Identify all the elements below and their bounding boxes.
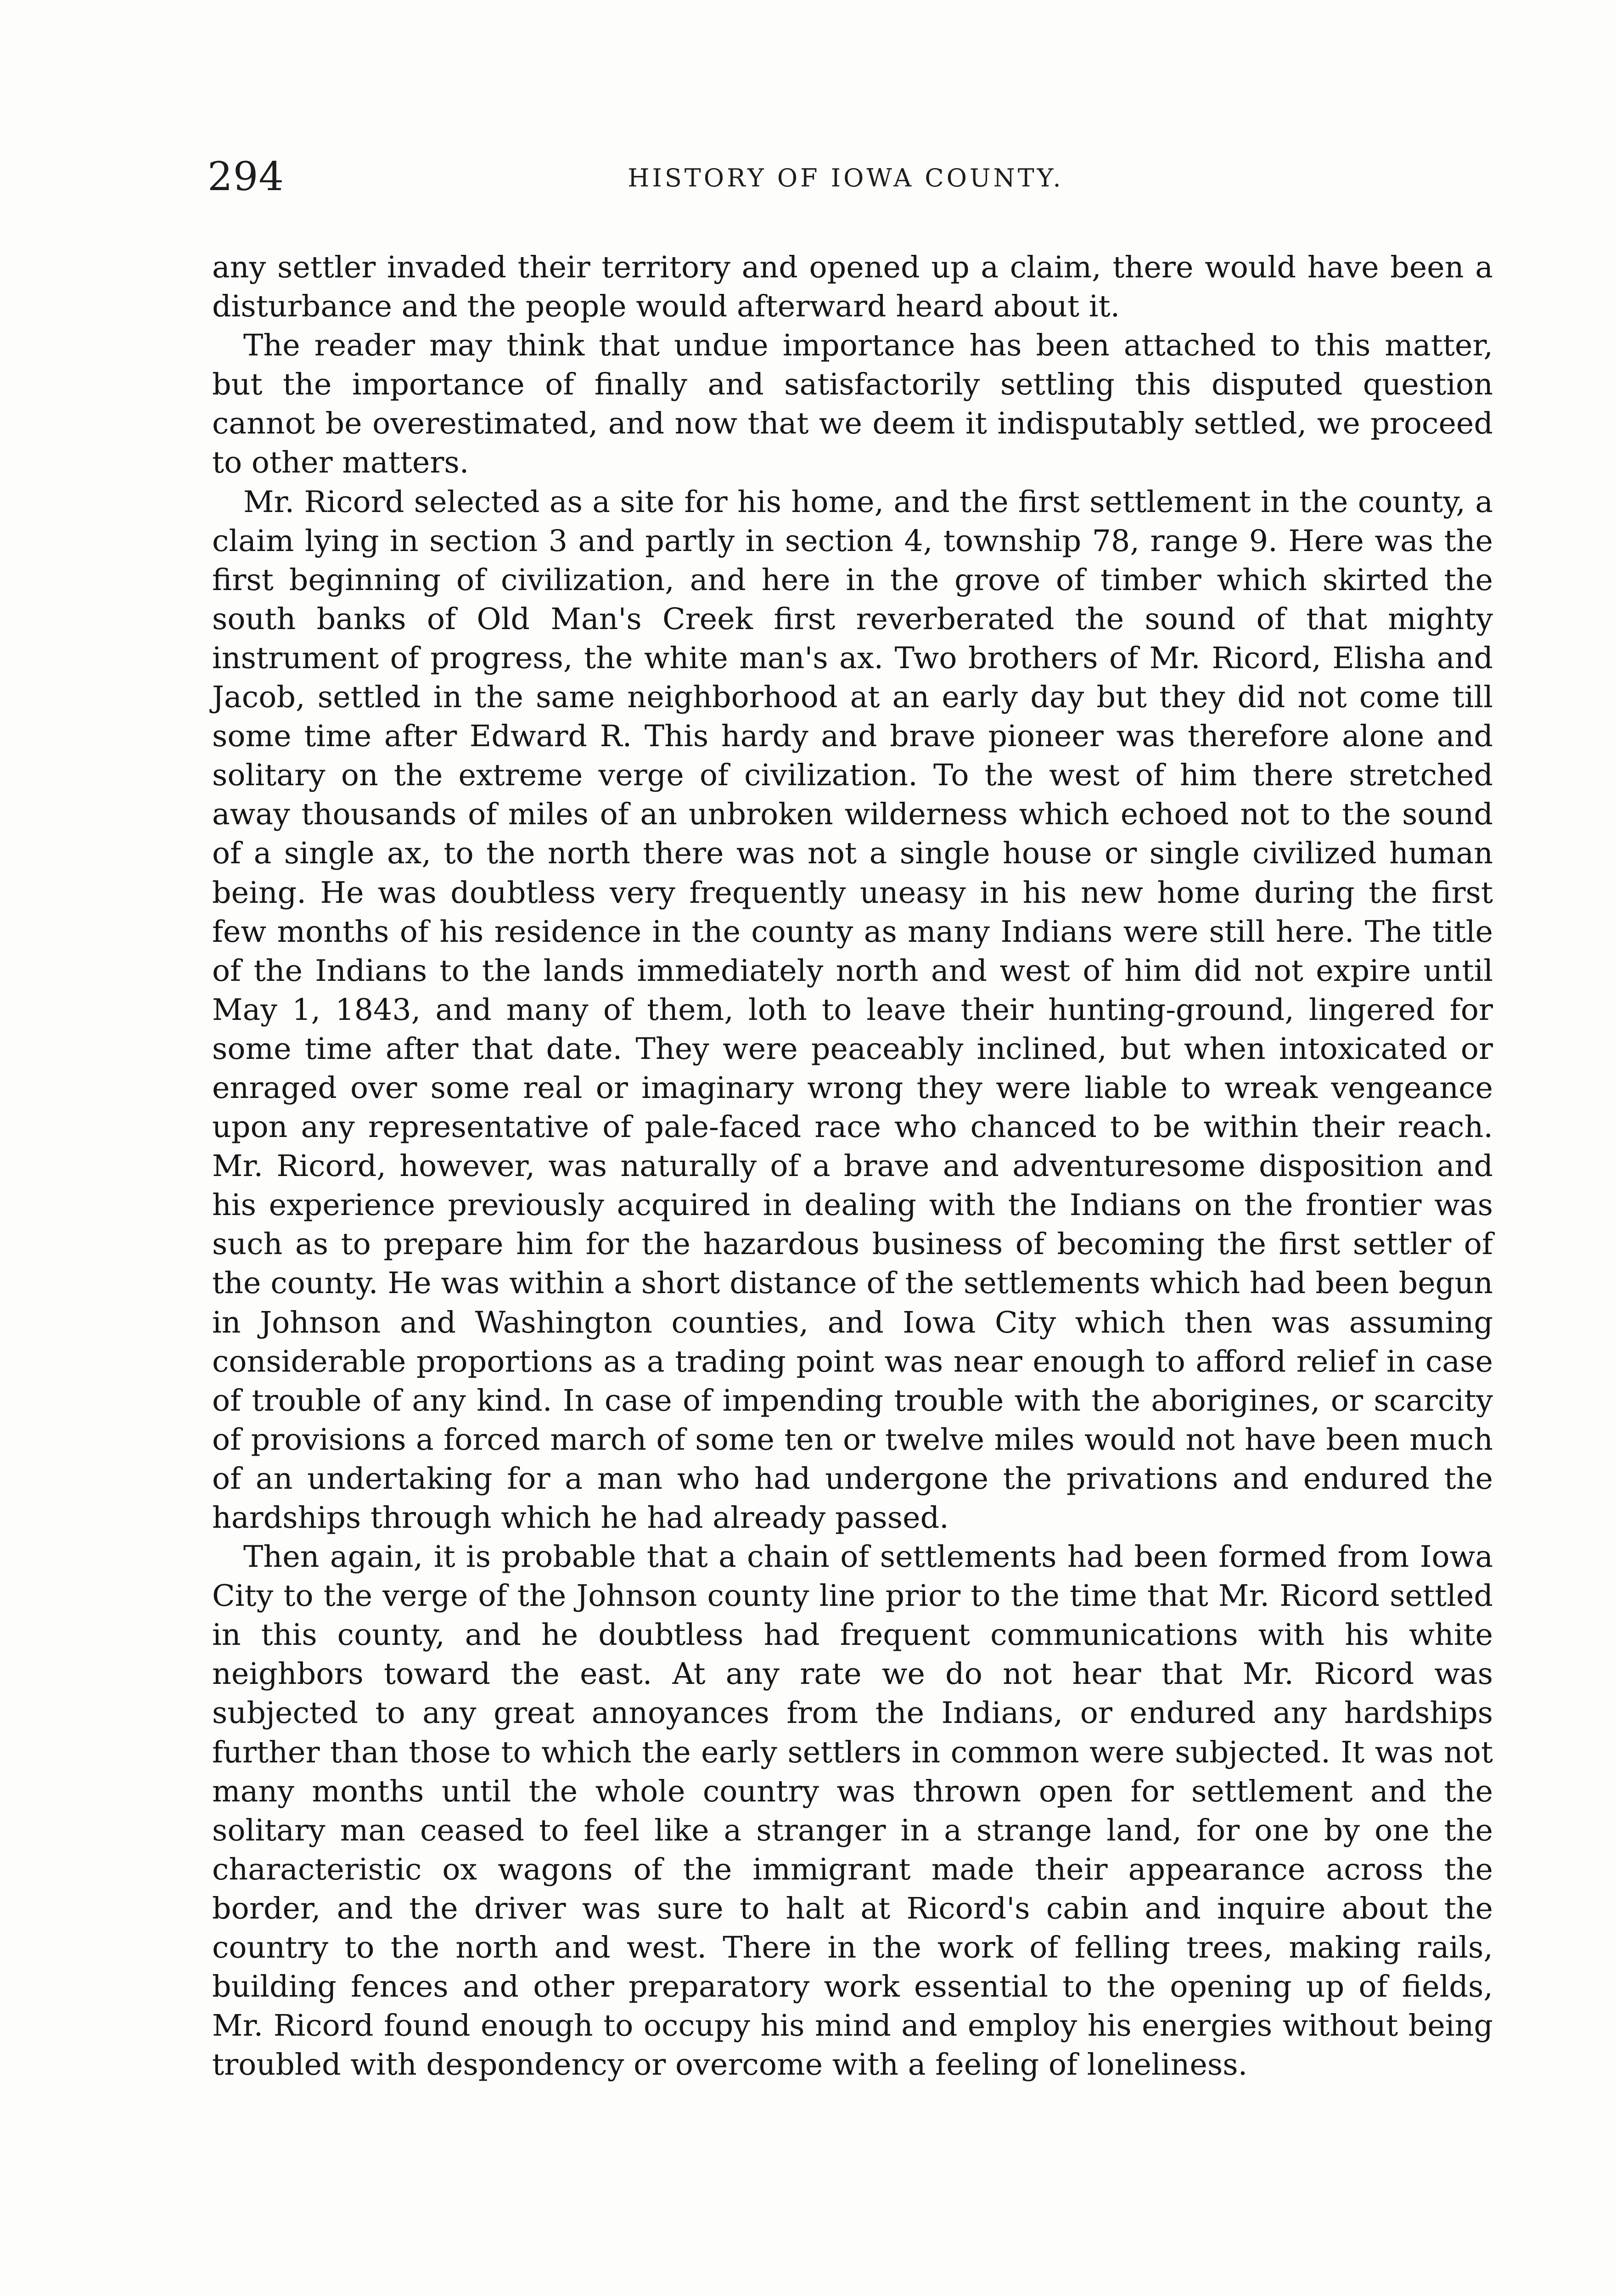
paragraph-settlements-formed: Then again, it is probable that a chain of settlements had been formed from Iowa City to the verge of the Johnson county line prior to the time that Mr. Ricord settled in this county, and he doubtless had frequent communications with his white neighbors toward the east. At any rate we do not hear that Mr. Ricord was subjected to any great annoyances from the Indians, or endured any hardships further than those to which the early settlers in common were subjected. It was not many months until the whole country was thrown open for settlement and the solitary man ceased to feel like a stranger in a strange land, for one by one the characteristic ox wagons of the immigrant made their appearance across the border, and the driver was sure to halt at Ricord's cabin and inquire about the country to the north and west. There in the work of felling trees, making rails, building fences and other preparatory work essential to the opening up of fields, Mr. Ricord found enough to occupy his mind and employ his energies without being troubled with despondency or overcome with a feeling of loneliness. — [212, 1540, 1493, 2082]
page-number: 294 — [208, 154, 285, 200]
paragraph-ricord-settlement: Mr. Ricord selected as a site for his home, and the first settlement in the county, a claim lying in section 3 and partly in section 4, township 78, range 9. Here was the first beginning of civilization, and here in the grove of timber which skirted the south banks of Old Man's Creek first reverberated the sound of that mighty instrument of progress, the white man's ax. Two brothers of Mr. Ricord, Elisha and Jacob, settled in the same neighborhood at an early day but they did not come till some time after Edward R. This hardy and brave pioneer was therefore alone and solitary on the extreme verge of civilization. To the west of him there stretched away thousands of miles of an unbroken wilderness which echoed not to the sound of a single ax, to the north there was not a single house or single civilized human being. He was doubtless very frequently uneasy in his new home during the first few months of his residence in the county as many Indians were still here. The title of the Indians to the lands immediately north and west of him did not expire until May 1, 1843, and many of them, loth to leave their hunting-ground, lingered for some time after that date. They were peaceably inclined, but when intoxicated or enraged over some real or imaginary wrong they were liable to wreak vengeance upon any representative of pale-faced race who chanced to be within their reach. Mr. Ricord, however, was naturally of a brave and adventuresome disposition and his experience previously acquired in dealing with the Indians on the frontier was such as to prepare him for the hazardous business of becoming the first settler of the county. He was within a short distance of the settlements which had been begun in Johnson and Washington counties, and Iowa City which then was assuming considerable proportions as a trading point was near enough to afford relief in case of trouble of any kind. In case of impending trouble with the aborigines, or scarcity of provisions a forced march of some ten or twelve miles would not have been much of an undertaking for a man who had undergone the privations and endured the hardships through which he had already passed. — [212, 484, 1493, 1535]
body-text — [212, 248, 1493, 2084]
running-title: HISTORY OF IOWA COUNTY. — [628, 163, 1064, 192]
running-head — [208, 152, 1484, 202]
paragraph-continuation: any settler invaded their territory and opened up a claim, there would have been a disturbance and the people would afterward heard about it. — [212, 250, 1493, 324]
paragraph-importance: The reader may think that undue importance has been attached to this matter, but the importance of finally and satisfactorily settling this disputed question cannot be overestimated, and now that we deem it indisputably settled, we proceed to other matters. — [212, 328, 1493, 480]
